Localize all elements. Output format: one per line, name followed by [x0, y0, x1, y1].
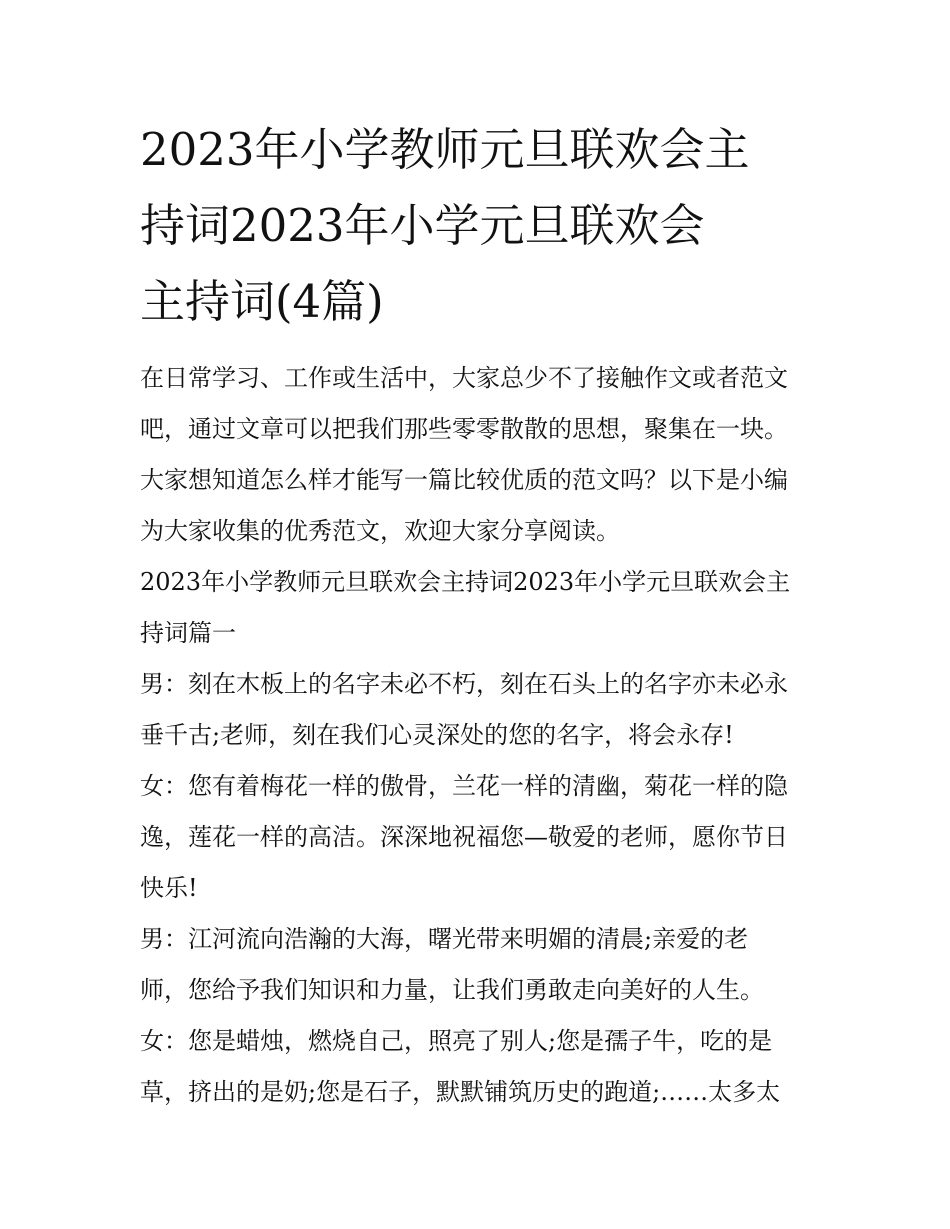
dialogue-line: 女：您有着梅花一样的傲骨，兰花一样的清幽，菊花一样的隐	[140, 772, 788, 800]
dialogue-line: 逸，莲花一样的高洁。深深地祝福您—敬爱的老师，愿你节日	[140, 823, 788, 851]
dialogue-line: 垂千古;老师，刻在我们心灵深处的您的名字，将会永存!	[140, 721, 734, 749]
section-heading-line: 2023年小学教师元旦联欢会主持词2023年小学元旦联欢会主	[140, 568, 791, 596]
title-line-1: 2023年小学教师元旦联欢会主	[140, 123, 750, 176]
body-line: 吧，通过文章可以把我们那些零零散散的思想，聚集在一块。	[140, 415, 788, 443]
body-line: 在日常学习、工作或生活中，大家总少不了接触作文或者范文	[140, 364, 788, 392]
body-line: 大家想知道怎么样才能写一篇比较优质的范文吗？以下是小编	[140, 466, 788, 494]
title-line-3: 主持词(4篇)	[140, 275, 384, 328]
dialogue-line: 草，挤出的是奶;您是石子，默默铺筑历史的跑道;……太多太	[140, 1078, 781, 1106]
section-heading-line: 持词篇一	[140, 619, 236, 647]
document-body	[140, 356, 820, 1121]
dialogue-line: 男：刻在木板上的名字未必不朽，刻在石头上的名字亦未必永	[140, 670, 788, 698]
body-line: 为大家收集的优秀范文，欢迎大家分享阅读。	[140, 517, 620, 545]
document-title	[140, 112, 820, 340]
title-line-2: 持词2023年小学元旦联欢会	[140, 199, 705, 252]
dialogue-line: 男：江河流向浩瀚的大海，曙光带来明媚的清晨;亲爱的老	[140, 925, 749, 953]
dialogue-line: 女：您是蜡烛，燃烧自己，照亮了别人;您是孺子牛，吃的是	[140, 1027, 773, 1055]
dialogue-line: 师，您给予我们知识和力量，让我们勇敢走向美好的人生。	[140, 976, 764, 1004]
dialogue-line: 快乐!	[140, 874, 198, 902]
